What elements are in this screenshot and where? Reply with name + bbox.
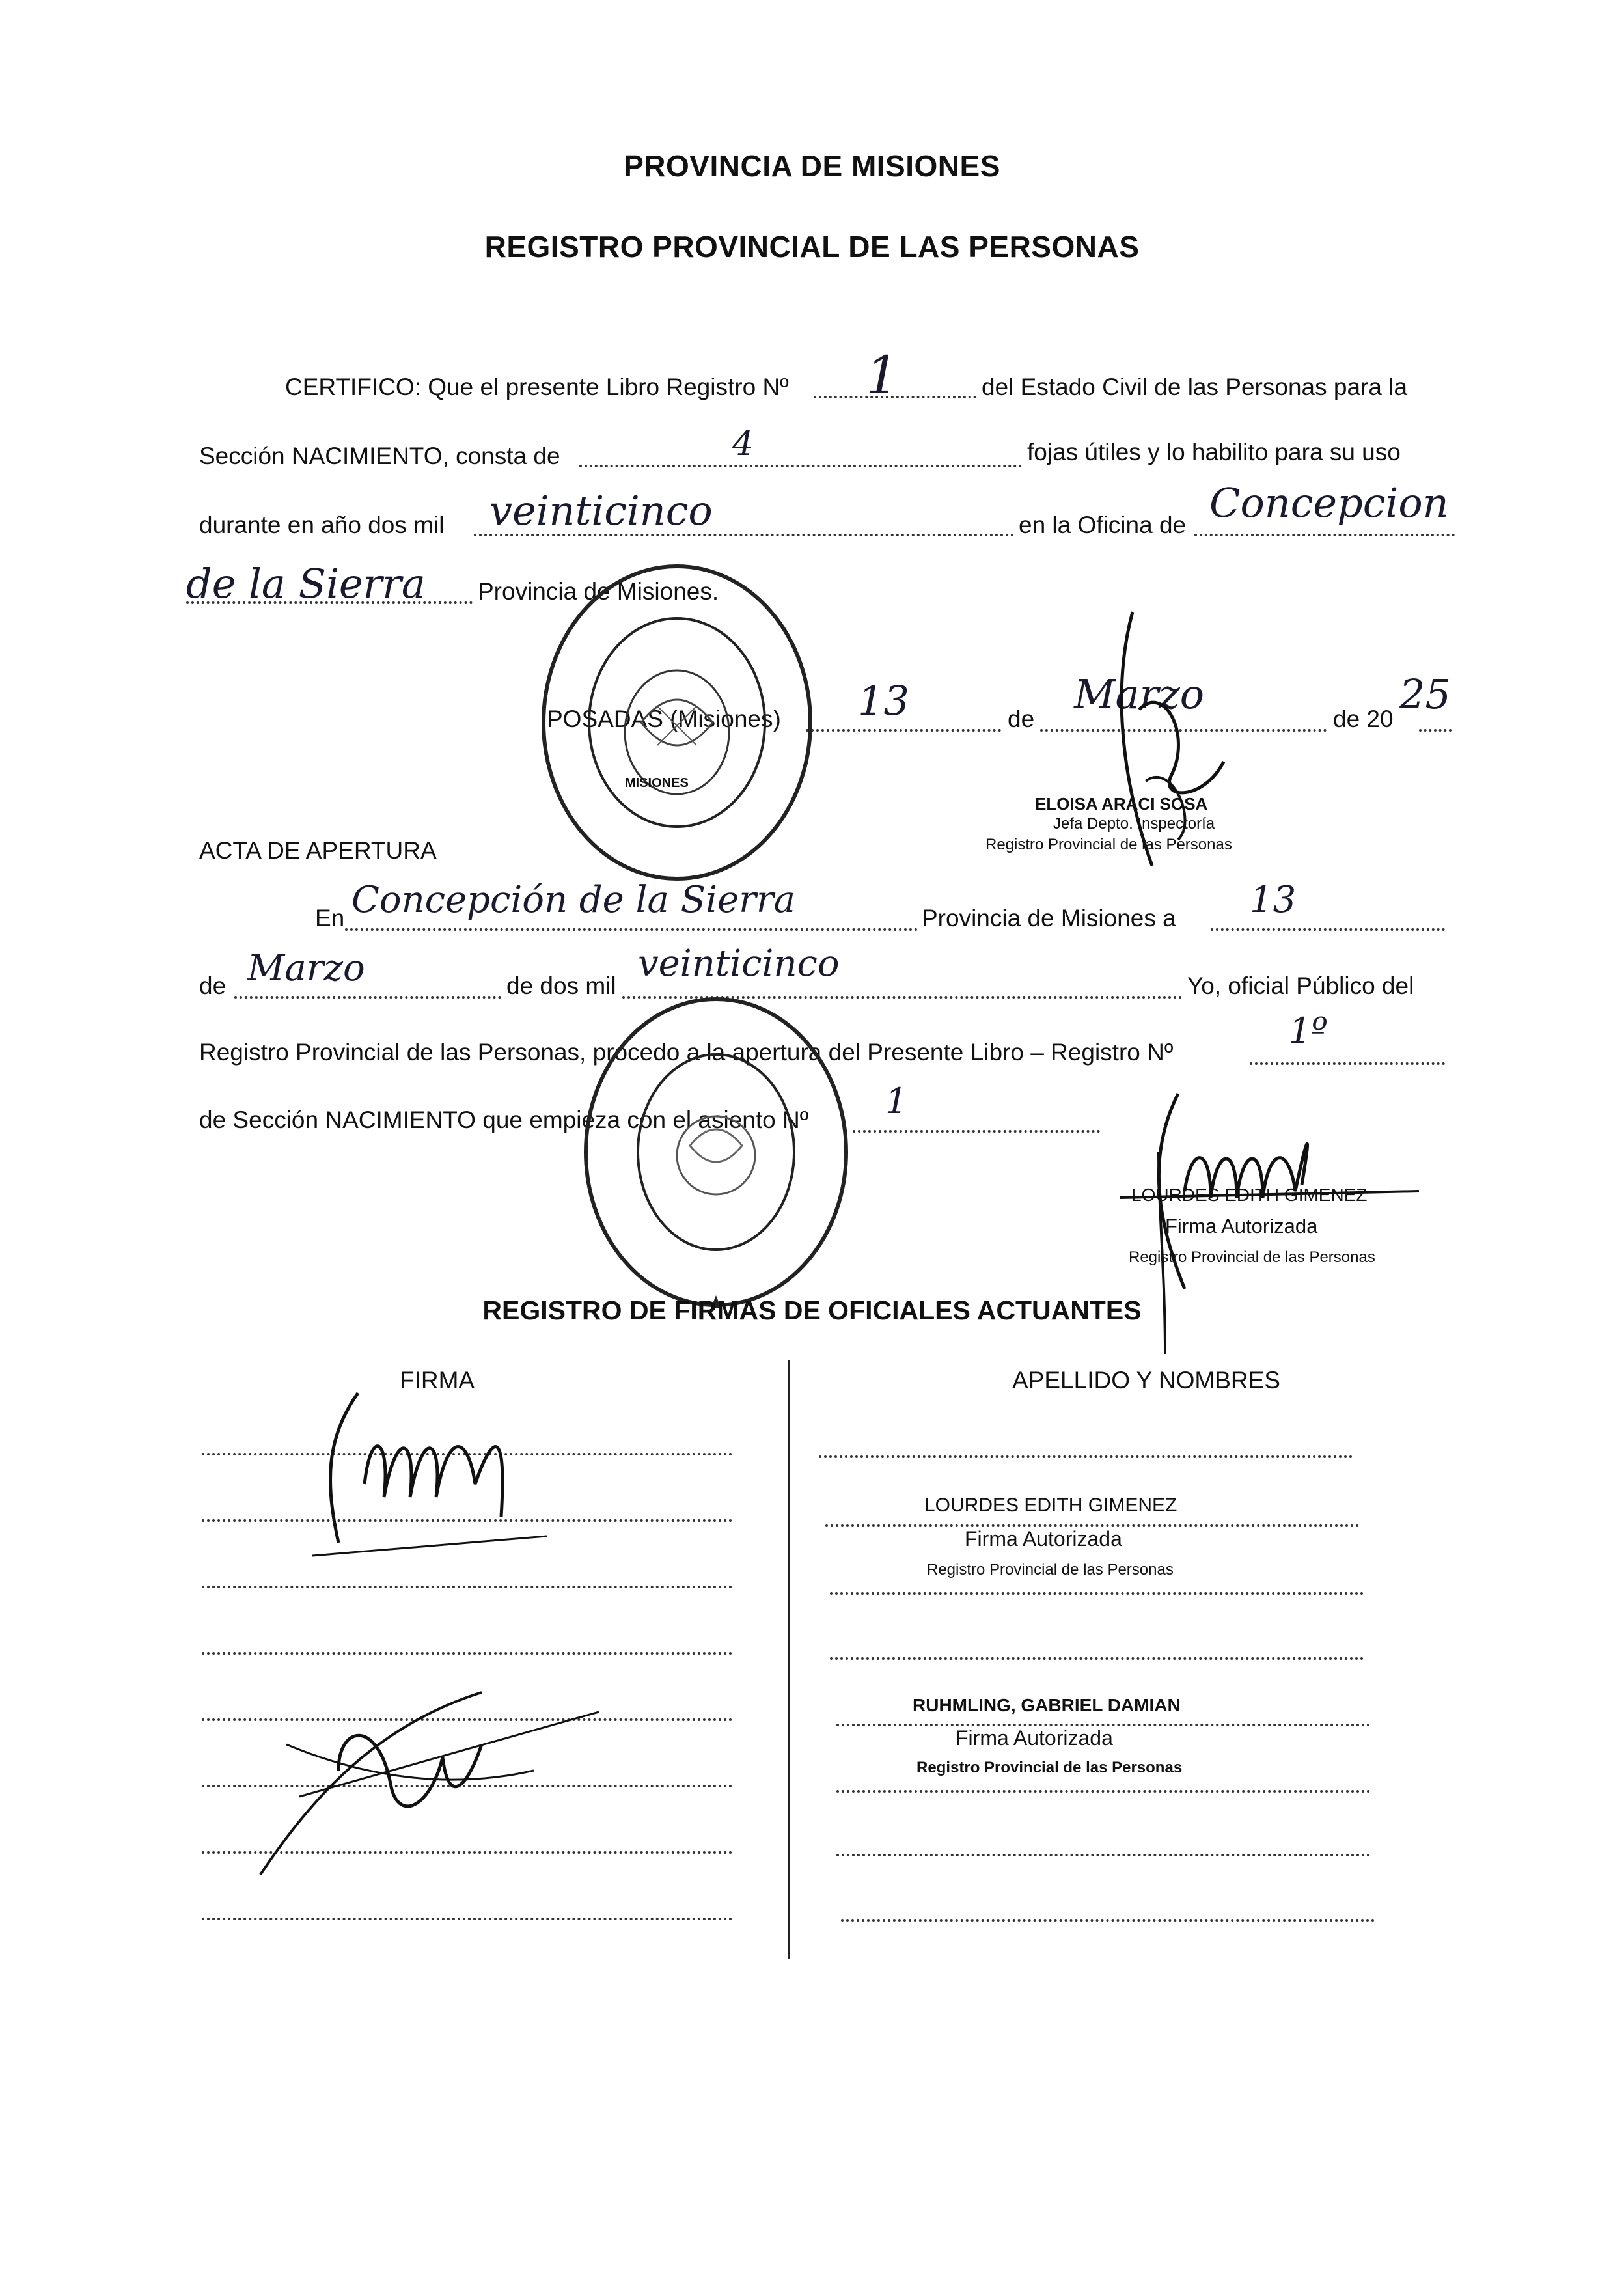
signature-row [202,1652,732,1655]
cert-line2-prefix: Sección NACIMIENTO, consta de [199,443,560,469]
official-role: Firma Autorizada [956,1726,1113,1750]
cert-line3-mid: en la Oficina de [1019,512,1187,538]
acta-dotline [234,996,501,999]
signature-row2-icon [234,1666,625,1888]
official-name: LOURDES EDITH GIMENEZ [924,1495,1177,1516]
acta-line2-suffix: Yo, oficial Público del [1187,972,1414,999]
col-signature-header: FIRMA [400,1367,475,1394]
signature-row [202,1918,732,1920]
cert-place: POSADAS (Misiones) [547,706,781,732]
cert-year-handwritten: veinticinco [489,487,713,534]
cert-line4-suffix: Provincia de Misiones. [478,578,719,605]
stamp2-org: Registro Provincial de las Personas [1129,1248,1375,1266]
seal-registry-icon [527,560,827,885]
acta-entry-handwritten: 1 [885,1081,908,1122]
seal-delegation-icon [573,989,859,1315]
signature-row [202,1586,732,1588]
acta-place-handwritten: Concepción de la Sierra [351,879,796,921]
cert-month-handwritten: Marzo [1074,670,1205,718]
name-row [836,1854,1370,1856]
cert-dotline [806,729,1001,732]
acta-heading: ACTA DE APERTURA [199,837,437,864]
official-name: RUHMLING, GABRIEL DAMIAN [913,1695,1181,1715]
name-row [830,1657,1364,1660]
stamp1-name: ELOISA ARACI SOSA [1035,794,1208,814]
acta-line4-text: de Sección NACIMIENTO que empieza con el asiento Nº [199,1107,809,1133]
seal1-center-label: MISIONES [625,776,689,790]
col-name-header: APELLIDO Y NOMBRES [1012,1367,1280,1394]
cert-dotline [186,601,473,604]
official-role: Firma Autorizada [965,1527,1122,1551]
acta-line2-prefix: de [199,972,227,999]
stamp1-org: Registro Provincial de las Personas [985,836,1232,853]
cert-year-handwritten-2: 25 [1399,670,1451,718]
cert-de: de [1008,706,1035,732]
cert-line2-suffix: fojas útiles y lo habilito para su uso [1027,439,1401,465]
name-row [841,1919,1375,1922]
cert-dotline [1419,729,1452,732]
acta-month-handwritten: Marzo [247,947,365,989]
cert-dotline [1194,534,1455,536]
cert-day-handwritten: 13 [858,677,909,724]
name-row [819,1455,1353,1458]
acta-line2-mid: de dos mil [506,972,616,999]
official-org: Registro Provincial de las Personas [927,1561,1174,1578]
cert-line1-prefix: CERTIFICO: Que el presente Libro Registro Nº [285,374,789,400]
acta-line3-text: Registro Provincial de las Personas, procedo a la apertura del Presente Libro – Registro Nº [199,1039,1174,1066]
name-row [830,1592,1364,1595]
acta-register-handwritten: 1º [1289,1010,1328,1051]
cert-pages-number: 4 [732,424,754,463]
stamp2-name: LOURDES EDITH GIMENEZ [1131,1185,1368,1205]
acta-dotline [1250,1062,1445,1065]
name-row [836,1790,1370,1793]
official-org: Registro Provincial de las Personas [916,1759,1183,1776]
cert-register-number: 1 [866,345,899,406]
acta-dotline [1211,928,1445,931]
acta-year-handwritten: veinticinco [638,943,840,985]
table-divider [788,1360,790,1959]
acta-dotline [853,1130,1100,1133]
acta-line1-mid: Provincia de Misiones a [922,905,1176,931]
stamp2-role: Firma Autorizada [1165,1215,1318,1237]
stamp1-role: Jefa Depto. Inspectoría [1053,815,1215,833]
cert-office-handwritten: Concepcion [1209,479,1449,527]
cert-year-prefix: de 20 [1333,706,1394,732]
acta-line1-prefix: En [315,905,345,931]
cert-line3-prefix: durante en año dos mil [199,512,445,538]
page-subtitle: REGISTRO PROVINCIAL DE LAS PERSONAS [484,230,1140,264]
acta-day-handwritten: 13 [1250,879,1297,921]
signature-row1-icon [312,1386,560,1569]
page-title: PROVINCIA DE MISIONES [624,149,1000,183]
acta-dotline [345,928,918,931]
cert-dotline [579,465,1022,467]
officials-heading: REGISTRO DE FIRMAS DE OFICIALES ACTUANTES [482,1295,1142,1325]
cert-line1-suffix: del Estado Civil de las Personas para la [982,374,1408,400]
cert-office-handwritten-2: de la Sierra [186,560,426,607]
